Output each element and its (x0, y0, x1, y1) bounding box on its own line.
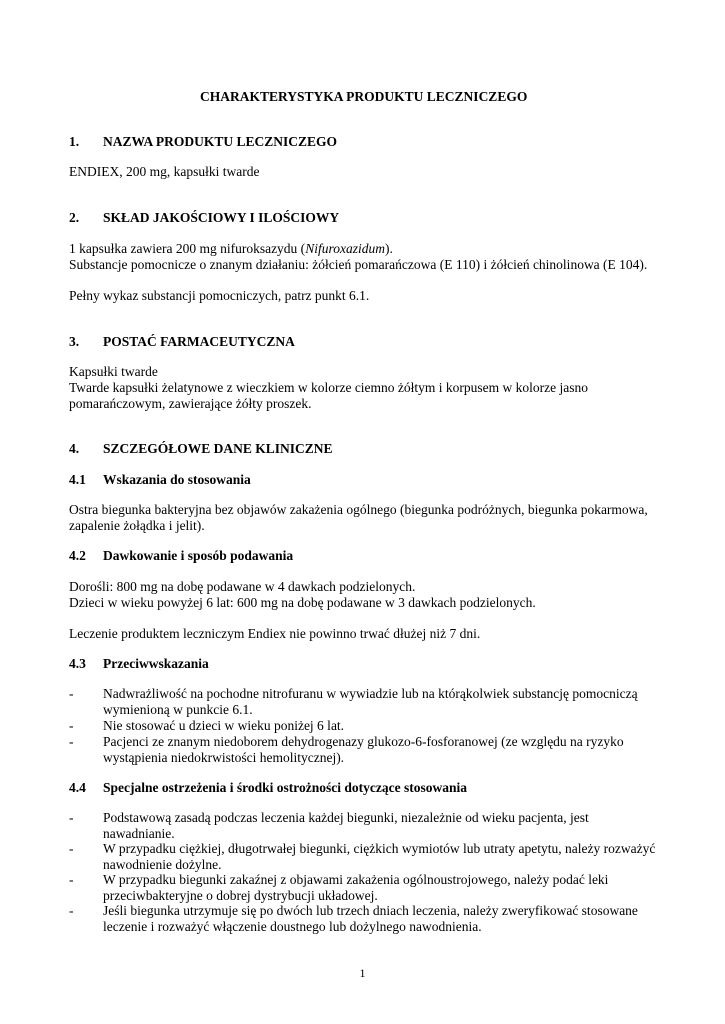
dosage-line-2: Dzieci w wieku powyżej 6 lat: 600 mg na dobę podawane w 3 dawkach podzielonych. (69, 595, 536, 610)
bullet-dash: - (69, 686, 74, 701)
section-4-2-heading (69, 548, 293, 564)
list-item (69, 872, 659, 904)
list-item-line: Podstawową zasadą podczas leczenia każdej biegunki, niezależnie od wieku pacjenta, jest (103, 810, 589, 825)
section-4-3-heading (69, 656, 209, 672)
list-item-line: Nadwrażliwość na pochodne nitrofuranu w wywiadzie lub na którąkolwiek substancję pomocniczą (103, 686, 638, 701)
bullet-dash: - (69, 841, 74, 856)
section-4-4-heading (69, 780, 467, 796)
section-3-heading (69, 334, 295, 350)
bullet-dash: - (69, 810, 74, 825)
product-name-text: ENDIEX, 200 mg, kapsułki twarde (69, 164, 260, 179)
list-item (69, 903, 659, 935)
list-item-line: przeciwbakteryjne o dobrej dystrybucji układowej. (103, 888, 378, 903)
bullet-dash: - (69, 734, 74, 749)
section-4-heading (69, 441, 333, 457)
form-line-1: Kapsułki twarde (69, 364, 158, 379)
list-item (69, 686, 659, 718)
section-number: 3. (69, 334, 80, 349)
composition-line-3: Pełny wykaz substancji pomocniczych, patrz punkt 6.1. (69, 288, 370, 303)
section-2-heading (69, 210, 339, 226)
dosage-line-3: Leczenie produktem leczniczym Endiex nie powinno trwać dłużej niż 7 dni. (69, 626, 481, 641)
section-number: 1. (69, 134, 80, 149)
form-line-3: pomarańczowym, zawierające żółty proszek. (69, 396, 312, 411)
list-item-line: Pacjenci ze znanym niedoborem dehydrogenazy glukozo-6-fosforanowej (ze względu na ryzyko (103, 734, 624, 749)
section-1-heading (69, 134, 337, 150)
section-title: Przeciwwskazania (103, 656, 209, 671)
document-title: CHARAKTERYSTYKA PRODUKTU LECZNICZEGO (200, 89, 528, 104)
indications-line-2: zapalenie żołądka i jelit). (69, 518, 205, 533)
list-item-line: nawodnienie dożylne. (103, 857, 222, 872)
list-item-line: wymienioną w punkcie 6.1. (103, 702, 253, 717)
section-4-1-heading (69, 472, 251, 488)
list-item (69, 734, 659, 766)
section-title: Wskazania do stosowania (103, 472, 251, 487)
list-item-line: nawadnianie. (103, 826, 175, 841)
composition-line-1 (69, 241, 393, 257)
list-item-line: leczenie i rozważyć włączenie doustnego lub dożylnego nawodnienia. (103, 919, 482, 934)
section-number: 4.3 (69, 656, 86, 671)
composition-line-2: Substancje pomocnicze o znanym działaniu: żółcień pomarańczowa (E 110) i żółcień chinolinowa (E 104). (69, 257, 648, 272)
list-item-line: W przypadku ciężkiej, długotrwałej biegunki, ciężkich wymiotów lub utraty apetytu, należy rozważyć (103, 841, 656, 856)
bullet-dash: - (69, 903, 74, 918)
bullet-dash: - (69, 718, 74, 733)
section-title: Dawkowanie i sposób podawania (103, 548, 294, 563)
section-title: Specjalne ostrzeżenia i środki ostrożności dotyczące stosowania (103, 780, 467, 795)
form-line-2: Twarde kapsułki żelatynowe z wieczkiem w kolorze ciemno żółtym i korpusem w kolorze jasno (69, 380, 589, 395)
list-item-line: wystąpienia niedokrwistości hemolitycznej). (103, 750, 345, 765)
text-fragment: ). (384, 241, 393, 256)
section-number: 4.1 (69, 472, 86, 487)
list-item-line: W przypadku biegunki zakaźnej z objawami zakażenia ogólnoustrojowego, należy podać leki (103, 872, 609, 887)
list-item-line: Nie stosować u dzieci w wieku poniżej 6 lat. (103, 718, 345, 733)
latin-name: Nifuroxazidum (305, 241, 385, 256)
section-title: POSTAĆ FARMACEUTYCZNA (103, 334, 295, 349)
section-title: NAZWA PRODUKTU LECZNICZEGO (103, 134, 338, 149)
list-item (69, 718, 659, 734)
section-number: 2. (69, 210, 80, 225)
list-item (69, 810, 659, 842)
list-item (69, 841, 659, 873)
bullet-dash: - (69, 872, 74, 887)
section-title: SZCZEGÓŁOWE DANE KLINICZNE (103, 441, 333, 456)
dosage-line-1: Dorośli: 800 mg na dobę podawane w 4 dawkach podzielonych. (69, 579, 416, 594)
section-title: SKŁAD JAKOŚCIOWY I ILOŚCIOWY (103, 210, 340, 225)
section-number: 4. (69, 441, 80, 456)
section-number: 4.4 (69, 780, 86, 795)
page-number: 1 (359, 966, 366, 980)
text-fragment: 1 kapsułka zawiera 200 mg nifuroksazydu ( (69, 241, 306, 256)
indications-line-1: Ostra biegunka bakteryjna bez objawów zakażenia ogólnego (biegunka podróżnych, biegunka pokarmowa, (69, 502, 648, 517)
list-item-line: Jeśli biegunka utrzymuje się po dwóch lub trzech dniach leczenia, należy zweryfikować stosowane (103, 903, 638, 918)
section-number: 4.2 (69, 548, 86, 563)
